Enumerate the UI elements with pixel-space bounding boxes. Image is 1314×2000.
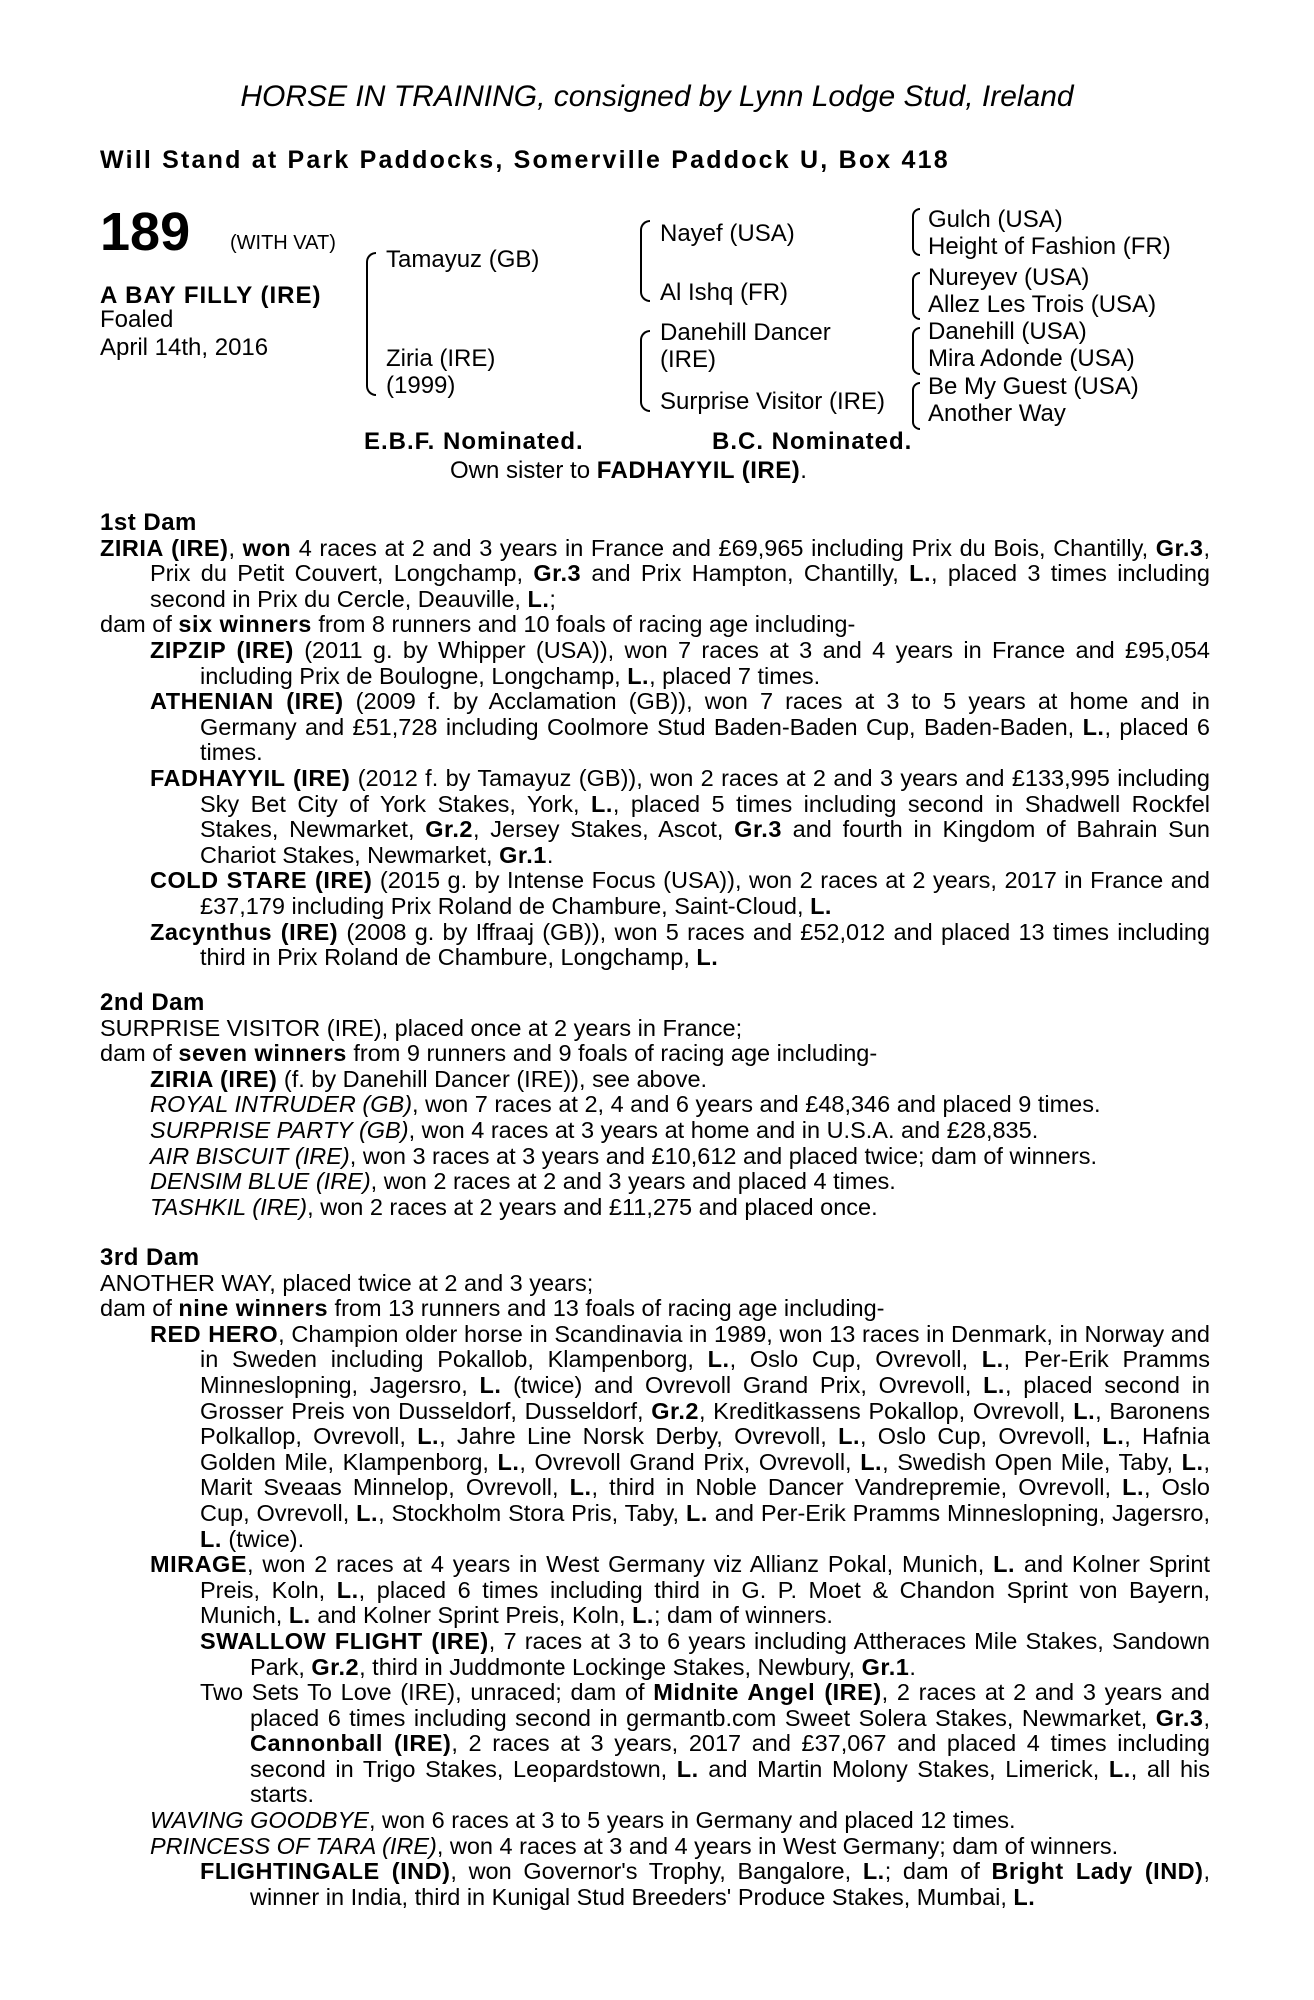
pedigree-dam-sire: Danehill Dancer	[660, 319, 831, 346]
produce-item: SURPRISE PARTY (GB), won 4 races at 3 years at home and in U.S.A. and £28,835.	[150, 1116, 1039, 1143]
section-heading: 3rd Dam	[100, 1244, 200, 1271]
produce-item: Zacynthus (IRE) (2008 g. by Iffraaj (GB)), won 5 races and £52,012 and placed 13 times including third in Prix Roland de Chambure, Longchamp, L.	[150, 918, 1210, 971]
produce-item: AIR BISCUIT (IRE), won 3 races at 3 years and £10,612 and placed twice; dam of winners.	[150, 1142, 1097, 1169]
produce-item: ZIPZIP (IRE) (2011 g. by Whipper (USA)), won 7 races at 3 and 4 years in France and £95,054 including Prix de Boulogne, Longchamp, L., placed 7 times.	[150, 636, 1211, 689]
produce-item: ZIRIA (IRE) (f. by Danehill Dancer (IRE)), see above.	[150, 1065, 708, 1092]
own-sister-note: Own sister to FADHAYYIL (IRE).	[450, 457, 807, 484]
pedigree-sire: Tamayuz (GB)	[386, 246, 540, 273]
dam-of-line: dam of six winners from 8 runners and 10 foals of racing age including-	[100, 611, 856, 638]
first-dam-section	[100, 510, 1210, 971]
pedigree-sds: Nureyev (USA)	[928, 264, 1090, 291]
pedigree-brace-sire	[640, 220, 650, 302]
pedigree-ddd: Another Way	[928, 400, 1066, 427]
pedigree-sire-dam: Al Ishq (FR)	[660, 279, 789, 306]
dam-record: SURPRISE VISITOR (IRE), placed once at 2 years in France;	[100, 1014, 743, 1041]
second-dam-section	[100, 990, 1210, 1220]
stabling-location: Will Stand at Park Paddocks, Somerville Paddock U, Box 418	[100, 146, 950, 174]
pedigree-brace-ss	[912, 208, 920, 256]
lot-number: 189	[100, 202, 191, 262]
sister-name: FADHAYYIL (IRE)	[596, 457, 801, 484]
section-heading: 1st Dam	[100, 509, 197, 536]
third-dam-section	[100, 1245, 1210, 1910]
bc-nomination: B.C. Nominated.	[712, 428, 913, 455]
produce-item: ATHENIAN (IRE) (2009 f. by Acclamation (GB)), won 7 races at 3 to 5 years at home and in Germany and £51,728 including Coolmore Stud Baden-Baden Cup, Baden-Baden, L., placed 6 times.	[150, 688, 1211, 766]
produce-item: TASHKIL (IRE), won 2 races at 2 years and £11,275 and placed once.	[150, 1193, 878, 1220]
dam-record: ZIRIA (IRE), won 4 races at 2 and 3 years in France and £69,965 including Prix du Bois, Chantilly, Gr.3, Prix du Petit Couvert, Longchamp, Gr.3 and Prix Hampton, Chantilly, L., placed 3 times including second in Prix du Cercle, Deauville, L.;	[100, 534, 1210, 612]
pedigree-ssd: Height of Fashion (FR)	[928, 233, 1171, 260]
pedigree-dam-dam: Surprise Visitor (IRE)	[660, 388, 885, 415]
produce-subitem: Two Sets To Love (IRE), unraced; dam of Midnite Angel (IRE), 2 races at 2 and 3 years and placed 6 times including second in germantb.com Sweet Solera Stakes, Newmarket, Gr.3, Cannonball (IRE), 2 races at 3 years, 2017 and £37,067 and placed 4 times including second in Trigo Stakes, Leopardstown, L. and Martin Molony Stakes, Limerick, L., all his starts.	[200, 1679, 1211, 1808]
produce-item: DENSIM BLUE (IRE), won 2 races at 2 and 3 years and placed 4 times.	[150, 1168, 896, 1195]
produce-item: RED HERO, Champion older horse in Scandinavia in 1989, won 13 races in Denmark, in Norway and in Sweden including Pokallob, Klampenborg, L., Oslo Cup, Ovrevoll, L., Per-Erik Pramms Minneslopning, Jagersro, L. (twice) and Ovrevoll Grand Prix, Ovrevoll, L., placed second in Grosser Preis von Dusseldorf, Dusseldorf, Gr.2, Kreditkassens Pokallop, Ovrevoll, L., Baronens Polkallop, Ovrevoll, L., Jahre Line Norsk Derby, Ovrevoll, L., Oslo Cup, Ovrevoll, L., Hafnia Golden Mile, Klampenborg, L., Ovrevoll Grand Prix, Ovrevoll, L., Swedish Open Mile, Taby, L., Marit Sveaas Minnelop, Ovrevoll, L., third in Noble Dancer Vandrepremie, Ovrevoll, L., Oslo Cup, Ovrevoll, L., Stockholm Stora Pris, Taby, L. and Per-Erik Pramms Minneslopning, Jagersro, L. (twice).	[150, 1320, 1211, 1552]
ebf-nomination: E.B.F. Nominated.	[364, 428, 584, 455]
foaled-label: Foaled	[100, 306, 174, 333]
foaled-date: April 14th, 2016	[100, 334, 269, 361]
pedigree-dam: Ziria (IRE)	[386, 345, 496, 372]
produce-subitem: SWALLOW FLIGHT (IRE), 7 races at 3 to 6 years including Attheraces Mile Stakes, Sandown Park, Gr.2, third in Juddmonte Lockinge Stakes, Newbury, Gr.1.	[200, 1627, 1210, 1680]
dam-of-line: dam of nine winners from 13 runners and 13 foals of racing age including-	[100, 1295, 885, 1322]
pedigree-sire-sire: Nayef (USA)	[660, 220, 795, 247]
produce-item: COLD STARE (IRE) (2015 g. by Intense Focus (USA)), won 2 races at 2 years, 2017 in France and £37,179 including Prix Roland de Chambure, Saint-Cloud, L.	[150, 867, 1210, 919]
produce-item: MIRAGE, won 2 races at 4 years in West Germany viz Allianz Pokal, Munich, L. and Kolner Sprint Preis, Koln, L., placed 6 times including third in G. P. Moet & Chandon Sprint von Bayern, Munich, L. and Kolner Sprint Preis, Koln, L.; dam of winners.	[150, 1551, 1210, 1629]
dam-of-line: dam of seven winners from 9 runners and 9 foals of racing age including-	[100, 1040, 878, 1067]
horse-description: A BAY FILLY (IRE)	[100, 282, 322, 309]
pedigree-brace-sd	[912, 272, 920, 320]
pedigree-brace-main	[366, 252, 376, 396]
pedigree-dsd: Mira Adonde (USA)	[928, 345, 1135, 372]
dam-record: ANOTHER WAY, placed twice at 2 and 3 years;	[100, 1269, 594, 1296]
pedigree-dam-sire-country: (IRE)	[660, 346, 716, 373]
produce-item: FADHAYYIL (IRE) (2012 f. by Tamayuz (GB)), won 2 races at 2 and 3 years and £133,995 including Sky Bet City of York Stakes, York, L., placed 5 times including second in Shadwell Rockfel Stakes, Newmarket, Gr.2, Jersey Stakes, Ascot, Gr.3 and fourth in Kingdom of Bahrain Sun Chariot Stakes, Newmarket, Gr.1.	[150, 764, 1211, 868]
pedigree-sdd: Allez Les Trois (USA)	[928, 291, 1157, 318]
catalogue-header: HORSE IN TRAINING, consigned by Lynn Lodge Stud, Ireland	[240, 80, 1074, 113]
produce-item: PRINCESS OF TARA (IRE), won 4 races at 3 and 4 years in West Germany; dam of winners.	[150, 1832, 1119, 1859]
pedigree-brace-ds	[912, 327, 920, 375]
produce-item: WAVING GOODBYE, won 6 races at 3 to 5 years in Germany and placed 12 times.	[150, 1807, 1016, 1834]
pedigree-dss: Danehill (USA)	[928, 318, 1087, 345]
pedigree-dam-year: (1999)	[386, 372, 456, 399]
produce-item: ROYAL INTRUDER (GB), won 7 races at 2, 4 and 6 years and £48,346 and placed 9 times.	[150, 1091, 1101, 1118]
pedigree-brace-dam	[640, 330, 650, 412]
vat-note: (WITH VAT)	[230, 232, 336, 254]
section-heading: 2nd Dam	[100, 989, 205, 1016]
pedigree-brace-dd	[912, 382, 920, 430]
produce-subitem: FLIGHTINGALE (IND), won Governor's Trophy, Bangalore, L.; dam of Bright Lady (IND), winner in India, third in Kunigal Stud Breeders' Produce Stakes, Mumbai, L.	[200, 1858, 1211, 1910]
pedigree-dds: Be My Guest (USA)	[928, 373, 1139, 400]
pedigree-sss: Gulch (USA)	[928, 206, 1063, 233]
